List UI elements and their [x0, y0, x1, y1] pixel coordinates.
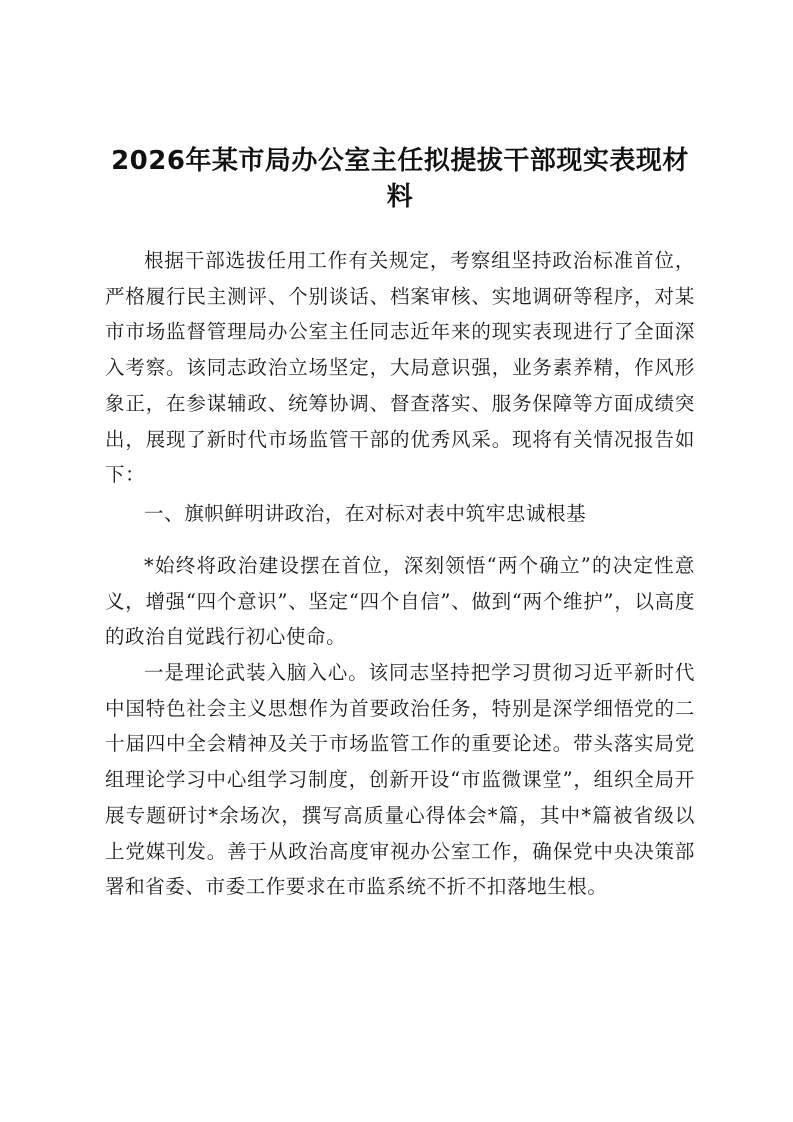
intro-paragraph: 根据干部选拔任用工作有关规定，考察组坚持政治标准首位，严格履行民主测评、个别谈话、档案审核、实地调研等程序，对某市市场监督管理局办公室主任同志近年来的现实表现进行了全面深入考察。该同志政治立场坚定，大局意识强，业务素养精，作风形象正，在参谋辅政、统筹协调、督查落实、服务保障等方面成绩突出，展现了新时代市场监管干部的优秀风采。现将有关情况报告如下： — [105, 249, 695, 487]
theory-study-paragraph: 一是理论武装入脑入心。该同志坚持把学习贯彻习近平新时代中国特色社会主义思想作为首要政治任务，特别是深学细悟党的二十届四中全会精神及关于市场监管工作的重要论述。带头落实局党组理论学习中心组学习制度，创新开设“市监微课堂”，组织全局开展专题研讨*余场次，撰写高质量心得体会*篇，其中*篇被省级以上党媒刊发。善于从政治高度审视办公室工作，确保党中央决策部署和省委、市委工作要求在市监系统不折不扣落地生根。 — [105, 661, 695, 899]
section-heading: 一、旗帜鲜明讲政治，在对标对表中筑牢忠诚根基 — [144, 502, 587, 525]
section-summary-paragraph: *始终将政治建设摆在首位，深刻领悟“两个确立”的决定性意义，增强“四个意识”、坚定“四个自信”、做到“两个维护”，以高度的政治自觉践行初心使命。 — [105, 554, 695, 649]
document-title: 2026年某市局办公室主任拟提拔干部现实表现材料 — [111, 146, 689, 212]
